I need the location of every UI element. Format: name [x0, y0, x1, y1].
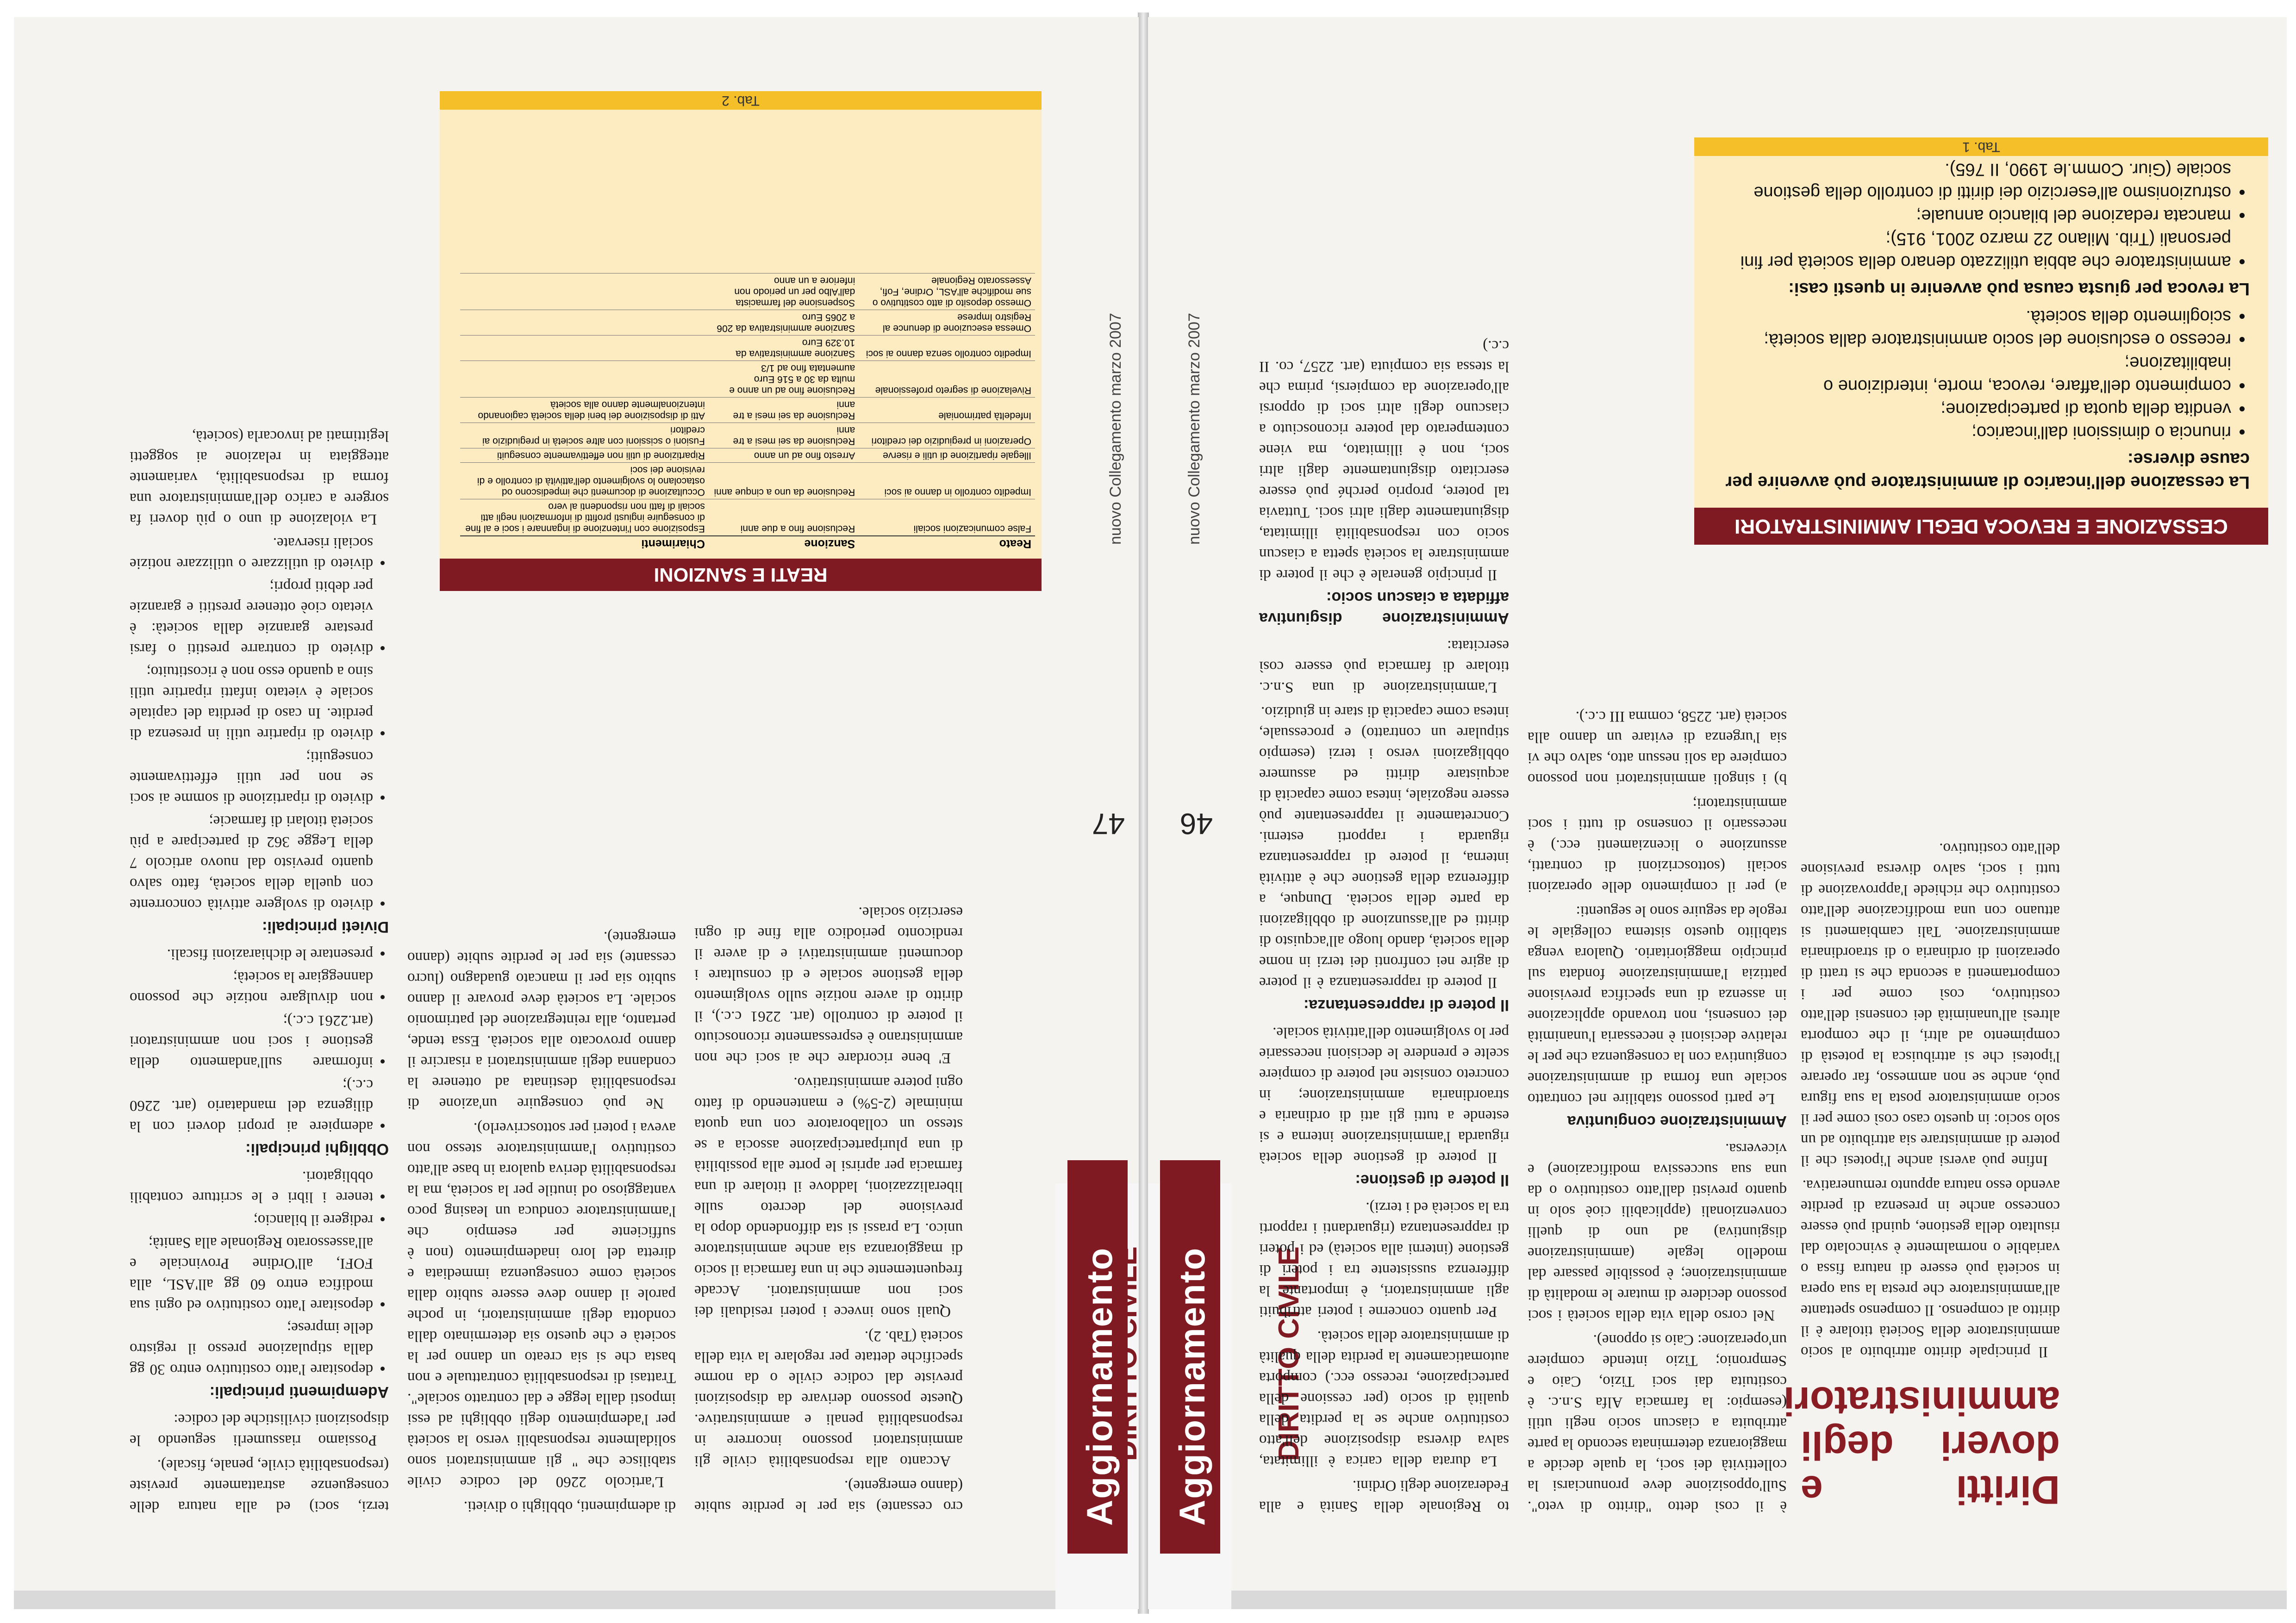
table-row [460, 423, 1035, 448]
list-item: • compimento dell'affare, revoca, morte, interdizione o inabilitazione; [1713, 351, 2231, 398]
list-item: • vendita della quota di partecipazione; [1713, 398, 2231, 421]
cell-sanzione: Reclusione da sei mesi a tre anni [709, 423, 859, 448]
cell-chiarimenti: Fusioni o scissioni con altre società in pregiudizio ai creditori [460, 423, 709, 448]
cell-sanzione: Reclusione fino a due anni [709, 499, 859, 536]
offences-box [440, 91, 1042, 591]
cell-chiarimenti [460, 274, 709, 310]
list-item: • rinuncia o dimissioni dall'incarico; [1713, 421, 2231, 444]
cell-reato: Rivelazione di segreto professionale [859, 361, 1035, 398]
table-header-row [460, 536, 1035, 551]
cell-sanzione: Sanzione amministrativa da 206 a 2065 Euro [709, 310, 859, 336]
cell-reato: Omessa esecuzione di denunce al Registro Imprese [859, 310, 1035, 336]
cell-chiarimenti: Esposizione con l'intenzione di ingannare i soci e al fine di conseguire ingiusti profitti di informazioni negli atti sociali di fatti non rispondenti al vero [460, 499, 709, 536]
table-row [460, 448, 1035, 463]
cell-reato: Impedito controllo senza danno ai soci [859, 336, 1035, 361]
cell-sanzione: Reclusione da uno a cinque anni [709, 463, 859, 499]
cell-reato: Operazioni in pregiudizio dei creditori [859, 423, 1035, 448]
section-title: Aggiornamento [1172, 1247, 1212, 1526]
cell-sanzione: Reclusione da sei mesi a tre anni [709, 398, 859, 423]
column-2: di adempimenti, obblighi o divieti. L'articolo 2260 del codice civile stabilisce che " gli amministratori sono solidalmente responsabili verso la società per l'adempimento degli obblighi ad essi imposti dalla legge e dal contratto sociale". Trattasi di responsabilità contrattuale e non basta che si sia creato un danno per la società e che questo sia determinato dalla condotta degli amministratori, in poche parole il danno deve essere subito dalla società come conseguenza immediata e diretta del loro inadempimento (non è sufficiente per esempio che l'amministratore conduca un leasing poco vantaggioso od inutile per la società, ma la responsabilità deriva qualora in base all'atto costitutivo l'amministratore stesso non aveva i poteri per sottoscriverlo). Ne può conseguire un'azione di responsabilità destinata ad ottenere la condanna degli amministratori a risarcire il danno provocato alla società. Essa tende, pertanto, alla reintegrazione del patrimonio sociale. La società deve provare il danno subito sia per il mancato guadagno (lucro cessante) sia per le perdite subite (danno emergente). [407, 928, 676, 1515]
cell-reato: Infedeltà patrimoniale [859, 398, 1035, 423]
header-strip [1222, 1591, 2287, 1609]
list-item: • ostruzionismo all'esercizio dei diritti di controllo della gestione sociale (Giur. Comm.le 1990, II 765). [1713, 158, 2231, 204]
list-item: • amministratore che abbia utilizzato denaro della società per fini personali (Trib. Milano 22 marzo 2001, 915); [1713, 227, 2231, 274]
header-strip [14, 1591, 1069, 1609]
header-sanzione: Sanzione [709, 536, 859, 551]
section-bookmark [1148, 1183, 1231, 1609]
cell-chiarimenti [460, 336, 709, 361]
revoca-intro: La revoca per giusta causa può avvenire in questi casi: [1788, 279, 2250, 298]
table-tag: Tab. 1 [1694, 137, 2268, 156]
table-row [460, 336, 1035, 361]
cell-sanzione: Arresto fino ad un anno [709, 448, 859, 463]
cell-sanzione: Sospensione del farmacista dall'Albo per un periodo non inferiore a un anno [709, 274, 859, 310]
rubric-label: DIRITTO CIVILE [1111, 1246, 1143, 1461]
column-3: Diritti e doveri degli amministratori Il principale diritto attribuito al socio amministratore della Società titolare è il diritto al compenso. Il compenso spettante all'amministratore che presta la sua opera in società può essere di natura fissa o variabile o normalmente è svincolato dal risultato della gestione, quindi può essere concesso anche in presenza di perdite avendo esso natura appunto remunerativa. Infine può aversi anche l'ipotesi che il potere di amministrare sia attribuito ad un solo socio: in questo caso così come per il socio amministratore posta la sua figura può, anche se non ammesso, far operare l'ipotesi che si attribuisca la potestà di compimento ad altri, il che comporta altresì all'unanimità dei consensi dell'atto costitutivo, così come per i comportamenti a seconda che si tratti di operazioni di ordinaria o di straordinaria amministrazione. Tali cambiamenti si attuano con una modificazione dell'atto costitutivo che richiede l'approvazione di tutti i soci, salvo diversa previsione dell'atto costitutivo. [1783, 840, 2060, 1512]
table-row [460, 463, 1035, 499]
table-body [460, 274, 1035, 536]
cell-sanzione: Reclusione fino ad un anno e multa da 30 a 516 Euro aumentata fino ad 1/3 [709, 361, 859, 398]
cell-chiarimenti: Atti di disposizione dei beni della società cagionando intenzionalmente danno alla società [460, 398, 709, 423]
table-row [460, 361, 1035, 398]
cell-sanzione: Sanzione amministrativa da 10.329 Euro [709, 336, 859, 361]
cell-chiarimenti [460, 310, 709, 336]
header-chiarimenti: Chiarimenti [460, 536, 709, 551]
page-number: 46 [1179, 807, 1213, 840]
list-item: • scioglimento della società. [1713, 305, 2231, 328]
cell-chiarimenti [460, 361, 709, 398]
table-row [460, 398, 1035, 423]
page-46 [1148, 17, 2287, 1609]
table-tag: Tab. 2 [440, 91, 1042, 110]
offences-table [460, 273, 1035, 551]
running-head: nuovo Collegamento marzo 2007 [1107, 313, 1124, 545]
cessation-box-body [1713, 153, 2250, 494]
list-item: • mancata redazione del bilancio annuale; [1713, 204, 2231, 227]
cell-chiarimenti: Ripartizione di utili non effettivamente conseguiti [460, 448, 709, 463]
cell-reato: Illegale ripartizione di utili e riserve [859, 448, 1035, 463]
table-row [460, 499, 1035, 536]
offences-box-title: REATI E SANZIONI [440, 559, 1042, 591]
column-3: cro cessante) sia per le perdite subite (danno emergente). Accanto alla responsabilità civile gli amministratori possono incorrere in responsabilità penali e amministrative. Queste possono derivare da disposizioni previste dal codice civile o da norme specifiche dettate per regolare la vita della società (Tab. 2). Quali sono invece i poteri residuali dei soci non amministratori. Accade frequentemente che in una farmacia il socio di maggioranza sia anche amministratore unico. La prassi si sta diffondendo dopo la previsione del decreto sulle liberalizzazioni, laddove il titolare di una farmacia per aprirsi le porte alla possibilità di una pluripartecipazione associa a se stesso un collaboratore con una quota minimale (2-5%) e mantenendo di fatto ogni potere amministrativo. E' bene ricordare che ai soci che non amministrano è espressamente riconosciuto il potere di controllo (art. 2261 c.c.), il diritto di avere notizie sullo svolgimento della gestione sociale e di consultare i documenti amministrativi e di avere il rendiconto periodico alla fine di ogni esercizio sociale. [694, 904, 963, 1515]
table-row [460, 310, 1035, 336]
cell-reato: False comunicazioni sociali [859, 499, 1035, 536]
cessation-box [1694, 137, 2268, 545]
table-row [460, 274, 1035, 310]
column-1: terzi, soci) ed alla natura delle conseguenze astrattamente previste (responsabilità civile, penale, fiscale). Possiamo riassumerli seguendo le disposizioni civilistiche del codice: Adempimenti principali: • depositare l'atto costitutivo entro 30 gg dalla stipulazione presso il registro delle imprese; • depositare l'atto costitutivo ed ogni sua modifica entro 60 gg all'ASL, alla FOFI, all'Ordine Provinciale e all'assessorato Regionale alla Sanità; • redigere il bilancio; • tenere i libri e le scritture contabili obbligatori. Obblighi principali: • adempiere ai propri doveri con la diligenza del mandatario (art. 2260 c.c.); • informare sull'andamento della gestione i soci non amministratori (art.2261 c.c.); • non divulgare notizie che possono danneggiare la società; • presentare le dichiarazioni fiscali. Divieti principali: • divieto di svolgere attività concorrente con quella della società, fatto salvo quanto previsto dal nuovo articolo 7 della Legge 362 di partecipare a più società titolari di farmacie; • divieto di ripartizione di somme ai soci se non per utili effettivamente conseguiti; • divieto di ripartire utili in presenza di perdite. In caso di perdita del capitale sociale è vietato infatti ripartire utili sino a quando esso non è ricostituito; • divieto di contrarre prestiti o farsi prestare garanzie dalla società: è vietato cioè ottenere prestiti e garanzie per debiti propri; • divieto di utilizzare o utilizzare notizie sociali riservate. La violazione di uno o più doveri fa sorgere a carico dell'amministratore una forma di responsabilità, variamente atteggiata in relazione ai soggetti legittimati ad invocarla (società, [130, 82, 389, 1517]
page-47 [14, 17, 1143, 1609]
cessation-intro: La cessazione dell'incarico di amministratore può avvenire per cause diverse: [1725, 449, 2250, 492]
rubric-label: DIRITTO CIVILE [1273, 1246, 1305, 1461]
revoca-list [1713, 158, 2250, 274]
list-item: • recesso o esclusione del socio amministratore dalla società; [1713, 328, 2231, 351]
header-reato: Reato [859, 536, 1035, 551]
cell-reato: Omesso deposito di atto costitutivo o sue modifiche all'ASL, Ordine, Fofi, Assessorato Regionale [859, 274, 1035, 310]
running-head: nuovo Collegamento marzo 2007 [1185, 313, 1203, 545]
cessation-box-title: CESSAZIONE E REVOCA DEGLI AMMINISTRATORI [1694, 508, 2268, 545]
page-number: 47 [1092, 807, 1125, 840]
cessation-list [1713, 305, 2250, 444]
column-1: to Regionale della Sanità e alla Federazione degli Ordini. La durata della carica è illimitata, salva diversa disposizione dell'atto costitutivo anche se la perdita della qualità di socio (per cessione della partecipazione, recesso ecc.) comporta automaticamente la perdita della qualità di amministratore della società. Per quanto concerne i poteri attribuiti agli amministratori, è importante la differenza sussistente tra i poteri di gestione (interni alla società) ed i poteri di rappresentanza (riguardanti i rapporti tra la società ed i terzi). Il potere di gestione: Il potere di gestione della società riguarda l'amministrazione interna e si estende a tutti gli atti di ordinaria e straordinaria amministrazione; in concreto consiste nel potere di compiere scelte e prendere le decisioni necessarie per lo svolgimento dell'attività sociale. Il potere di rappresentanza: Il potere di rappresentanza è il potere di agire nei confronti dei terzi in nome della società, dando luogo all'acquisto di diritti ed all'assunzione di obbligazioni da parte della società. Dunque, a differenza della gestione che è attività interna, il potere di rappresentanza riguarda i rapporti esterni. Concretamente il rappresentante può essere negoziale, intesa come capacità di acquistare diritti ed assumere obbligazioni verso i terzi (esempio stipulare un contratto) e processuale, intesa come capacità di stare in giudizio. L'amministrazione di una S.n.c. titolare di farmacia può essere così esercitata: Amministrazione disgiuntiva affidata a ciascun socio: Il principio generale è che il potere di amministrare la società spetta a ciascun socio con responsabilità illimitata, disgiuntamente dagli altri soci. Tuttavia tal potere, proprio perché può essere esercitato disgiuntamente dagli altri soci, non è illimitato, ma viene contemperato dal potere riconosciuto a ciascuno degli altri soci di opporsi all'operazione da compiersi, prima che la stessa sia compiuta (art. 2257, co. II c.c.) [1259, 337, 1509, 1515]
section-title: Aggiornamento [1079, 1247, 1120, 1526]
cell-reato: Impedito controllo in danno ai soci [859, 463, 1035, 499]
cell-chiarimenti: Occultazione di documenti che impediscono od ostacolano lo svolgimento dell'attività di controllo e di revisione dei soci [460, 463, 709, 499]
column-2: è il così detto "diritto di veto". Sull'opposizione deve pronunciarsi la collettività dei soci, la quale decide a maggioranza determinata secondo la parte attribuita a ciascun socio negli utili (esempio: la farmacia Alfa S.n.c. è costituita dai soci Tizio, Caio e Sempronio; Tizio intende compiere un'operazione: Caio si oppone). Nel corso della vita della società i soci possono decidere di mutare le modalità di amministrazione; è possibile passare dal modello legale (amministrazione disgiuntiva) ad uno di quelli convenzionali (applicabili cioè solo in quanto previsti dall'atto costitutivo o da una sua successiva modificazione) e viceversa. Amministrazione congiuntiva Le parti possono stabilire nel contratto sociale una forma di amministrazione congiuntiva con la conseguenza che per le relative decisioni è necessaria l'unanimità dei consensi, non trovando applicazione in assenza di una specifica previsione pattizia l'amministrazione fondata sul principio maggioritario. Qualora venga stabilito questo sistema collegiale le regole da seguire sono le seguenti: a) per il compimento delle operazioni sociali (sottoscrizioni di contratti, assunzione o licenziamenti ecc.) è necessario il consenso di tutti i soci amministratori; b) i singoli amministratori non possono compiere da soli nessun atto, salvo che vi sia l'urgenza di evitare un danno alla società (art. 2258, comma III c.c.). [1528, 708, 1787, 1515]
